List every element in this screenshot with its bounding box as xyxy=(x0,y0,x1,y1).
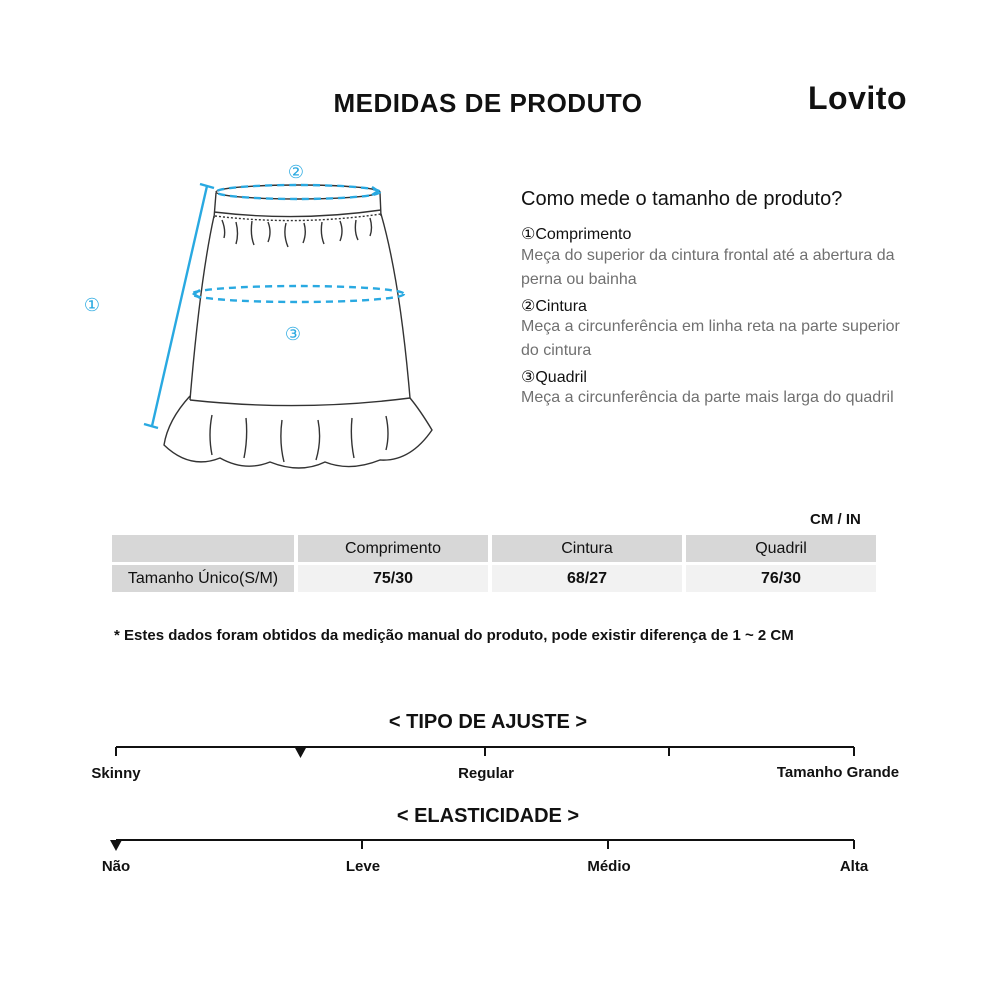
fit-label-large: Tamanho Grande xyxy=(776,764,900,781)
table-row xyxy=(112,565,876,592)
measurement-note: * Estes dados foram obtidos da medição manual do produto, pode existir diferença de 1 ~ 2 CM xyxy=(114,627,794,644)
cell-length: 75/30 xyxy=(298,565,488,592)
elasticity-label-none: Não xyxy=(101,858,131,875)
page-title: MEDIDAS DE PRODUTO xyxy=(333,88,643,118)
elasticity-label-light: Leve xyxy=(345,858,381,875)
fit-title: < TIPO DE AJUSTE > xyxy=(388,711,588,733)
hip-desc: Meça a circunferência da parte mais larga do quadril xyxy=(521,389,894,406)
table-header-empty xyxy=(112,535,294,562)
elasticity-label-high: Alta xyxy=(839,858,869,875)
table-header-row xyxy=(112,535,876,562)
waist-desc: Meça a circunferência em linha reta na parte superior do cintura xyxy=(521,318,900,359)
brand-logo: Lovito xyxy=(808,80,907,116)
table-header-hip: Quadril xyxy=(686,535,876,562)
fit-marker-icon xyxy=(295,747,307,758)
length-title: ①Comprimento xyxy=(521,226,632,243)
fit-scale xyxy=(100,738,870,768)
marker-length: ① xyxy=(83,295,101,316)
length-desc: Meça do superior da cintura frontal até a abertura da perna ou bainha xyxy=(521,247,895,288)
skirt-diagram xyxy=(70,150,460,480)
cell-waist: 68/27 xyxy=(492,565,682,592)
fit-label-regular: Regular xyxy=(458,765,514,782)
marker-hip: ③ xyxy=(284,324,302,345)
waist-title: ②Cintura xyxy=(521,298,587,315)
table-header-waist: Cintura xyxy=(492,535,682,562)
howto-heading: Como mede o tamanho de produto? xyxy=(521,188,843,210)
table-header-length: Comprimento xyxy=(298,535,488,562)
row-size-label: Tamanho Único(S/M) xyxy=(112,565,294,592)
marker-waist: ② xyxy=(287,162,305,183)
fit-label-skinny: Skinny xyxy=(91,765,141,782)
units-label: CM / IN xyxy=(810,511,861,528)
elasticity-scale xyxy=(100,832,870,862)
hip-title: ③Quadril xyxy=(521,369,587,386)
size-table xyxy=(108,532,880,595)
elasticity-title: < ELASTICIDADE > xyxy=(396,805,580,827)
cell-hip: 76/30 xyxy=(686,565,876,592)
elasticity-label-medium: Médio xyxy=(587,858,631,875)
elasticity-marker-icon xyxy=(110,840,122,851)
